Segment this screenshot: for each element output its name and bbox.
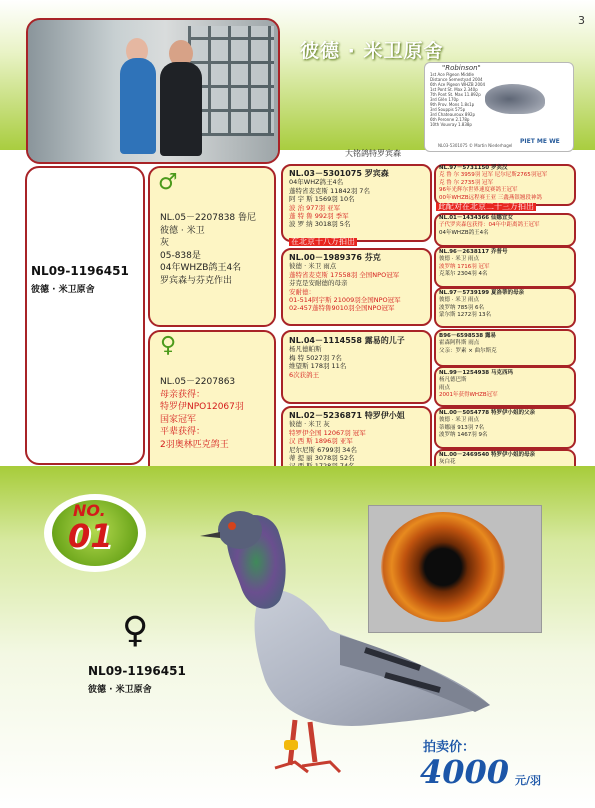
person-figure xyxy=(160,62,202,156)
dam-line: 母亲获得： xyxy=(160,389,206,400)
pedigree-line: 子代罗宾森包获得：04年中距离鸽王冠军 xyxy=(439,222,540,229)
pedigree-line: 彼德 · 米卫 灰 xyxy=(289,420,330,429)
pedigree-line: 蒂娜丽 913羽 7名 xyxy=(439,424,484,431)
pedigree-line: 彼德 · 米卫 雨点 xyxy=(439,417,479,424)
lot-label: NO. xyxy=(73,501,106,520)
pedigree-title: NL.01－1434366 仙娜宜女 xyxy=(439,215,514,221)
pedigree-title: NL.02－5236871 特罗伊小姐 xyxy=(289,411,405,420)
pedigree-line: 02-457蓬特鲁9010羽全国NPO冠军 xyxy=(289,304,395,313)
grandsire-paternal-details xyxy=(289,170,389,229)
pedigree-line: 父亲：罗素 × 曲尔斯克 xyxy=(439,347,497,354)
owner-photo xyxy=(26,18,280,164)
photo-caption: 大铭鸽特罗宾森 xyxy=(345,149,401,158)
pedigree-line: 安耐德： xyxy=(289,287,315,296)
male-icon: ♂ xyxy=(158,170,178,195)
eye-photo xyxy=(381,512,505,622)
pedigree-line: 克 鲁 尔 3959羽 冠军 尼尔尼斯2765羽冠军 xyxy=(439,172,548,179)
great-grandparent-details xyxy=(439,215,540,237)
robinson-card-info-line: 3rd Chateauroux 892p xyxy=(430,112,476,117)
price-unit: 元/羽 xyxy=(515,774,542,787)
pedigree-line: 96年光辉尔世界速度赛鸽王冠军 xyxy=(439,187,518,194)
pedigree-line: 芬克是安耐德的母亲 xyxy=(289,279,348,288)
leg-ring xyxy=(284,740,298,750)
sire-line: NL.05－2207838 鲁尼 xyxy=(160,213,257,223)
pedigree-line: 维望斯 178羽 11名 xyxy=(289,362,347,371)
pedigree-line: 蓬 特 鲁 992羽 季军 xyxy=(289,212,349,221)
robinson-card-info-line: 6th Peronne 2.178p xyxy=(430,117,470,122)
pedigree-line: 阿 宇 斯 1569羽 10名 xyxy=(289,195,355,204)
bottom-owner: 彼德 · 米卫原舍 xyxy=(88,685,152,695)
dam-line: 平辈获得： xyxy=(160,427,206,437)
pedigree-title: NL.00－2469540 特罗伊小姐的母亲 xyxy=(439,452,536,458)
pedigree-line: 彼德 · 米卫 雨点 xyxy=(439,256,479,263)
robinson-card-info-line: 3rd Souppis 575p xyxy=(430,107,466,112)
robinson-card-info-line: 9th Prov. Mons 1.8s1p xyxy=(430,102,475,107)
pedigree-title: NL.99－1254938 马克西玛 xyxy=(439,370,514,376)
pedigree-line: 6次获鸽王 xyxy=(289,370,320,379)
person-figure xyxy=(120,58,156,154)
sire-details xyxy=(160,212,256,287)
pedigree-line: 霍森阿科斯 雨点 xyxy=(439,340,480,347)
female-icon: ♀ xyxy=(122,610,149,651)
pedigree-title: NL.97－5731150 罗宾汉 xyxy=(439,165,508,171)
pedigree-title: B96－6598538 露易 xyxy=(439,333,497,339)
pedigree-line: 雨点 xyxy=(439,384,451,391)
grandsire-maternal-details xyxy=(289,337,405,379)
pedigree-line: 01-514阿宇斯 21009羽全国NPO冠军 xyxy=(289,296,401,305)
sire-line: 灰 xyxy=(160,238,170,248)
pedigree-line: 蒂 提 丽 3078羽 52名 xyxy=(289,454,355,463)
pedigree-line: 彼德 · 米卫 雨点 xyxy=(439,297,479,304)
bottom-ring-number: NL09-1196451 xyxy=(88,664,186,678)
pedigree-title: NL.00－1989376 芬克 xyxy=(289,253,381,262)
robinson-card-info-line: 7th Pont St. Max 11.892p xyxy=(430,92,481,97)
pedigree-line: 杨凡德巴斯 xyxy=(439,377,467,384)
sire-line: 彼德 · 米卫 xyxy=(160,225,205,236)
subject-ring-number: NL09-1196451 xyxy=(31,264,129,278)
sire-line: 罗宾森与芬克作出 xyxy=(160,275,233,286)
price-label: 拍卖价： xyxy=(423,740,476,755)
pedigree-line: 克莱尔 2304羽 4名 xyxy=(439,271,488,278)
pigeon-eye xyxy=(228,522,236,530)
pigeon-feet xyxy=(275,762,340,772)
robinson-card-info-line: 3rd Glèn 170p xyxy=(430,97,459,102)
great-grandparent-details xyxy=(439,370,513,400)
lot-number: 01 xyxy=(68,517,113,555)
subject-owner: 彼德 · 米卫原舍 xyxy=(31,285,95,295)
robinson-card-info-line: 6th Ace Pigeon WHZB 2004 xyxy=(430,82,486,87)
auction-banner: 在北京十八万拍出 xyxy=(291,237,355,246)
robinson-card-logo: PIET ME WE xyxy=(520,138,560,145)
pedigree-line: 克 鲁 尔 2735羽 冠军 xyxy=(439,179,493,186)
pedigree-line: 04年WHZ鸽王4名 xyxy=(289,178,344,187)
pedigree-line: 00年WHZB远程赛王亚 三鑫燕银翘段神鸽 xyxy=(439,194,542,201)
dam-details xyxy=(160,376,244,451)
pedigree-title: NL.96－2638117 乔普号 xyxy=(439,249,508,255)
dam-line: 特罗伊NPO12067羽 xyxy=(160,402,244,412)
pedigree-title: NL.04－1114558 露易的儿子 xyxy=(289,336,405,345)
sire-line: 04年WHZB鸽王4名 xyxy=(160,263,242,273)
pedigree-title: NL.97－5739199 夏洛蒂的母亲 xyxy=(439,290,525,296)
auction-banner: 此配对在北京二十三万拍出 xyxy=(438,202,534,211)
loft-title: 彼德 · 米卫原舍 xyxy=(300,40,444,62)
female-icon: ♀ xyxy=(160,333,177,358)
sire-line: 05-838是 xyxy=(160,250,201,261)
robinson-card-name: "Robinson" xyxy=(442,64,481,72)
pedigree-line: 汉 西 斯 1896羽 亚军 xyxy=(289,437,353,446)
pigeon-beak xyxy=(200,532,220,538)
dam-id: NL.05－2207863 xyxy=(160,377,236,387)
pedigree-line: 波 治 977羽 亚军 xyxy=(289,203,341,212)
price-value: 4000 xyxy=(420,753,510,791)
great-grandparent-details xyxy=(439,410,535,440)
great-grandparent-details xyxy=(439,290,524,320)
pigeon-head xyxy=(218,511,262,549)
great-grandparent-details xyxy=(439,165,547,202)
page-number: 3 xyxy=(578,14,585,27)
pedigree-line: 波罗纳 1716羽 冠军 xyxy=(439,263,490,270)
robinson-card-info-line: 1st Ace Pigeon Middle Distance Semestyad 2004 xyxy=(430,72,483,82)
subject-box xyxy=(25,166,145,465)
pedigree-title: NL.00－5054778 特罗伊小姐的父亲 xyxy=(439,410,536,416)
pedigree-line: 04年WHZB鸽王4名 xyxy=(439,229,489,236)
pedigree-line: 梅 特 5027羽 7名 xyxy=(289,353,342,362)
dam-line: 国家冠军 xyxy=(160,414,197,425)
robinson-card-info xyxy=(430,72,490,127)
pedigree-line: 波罗纳 785羽 6名 xyxy=(439,304,484,311)
pedigree-line: 彼德 · 米卫 雨点 xyxy=(289,262,337,271)
pedigree-line: 蒙尔斯 1272羽 13名 xyxy=(439,312,491,319)
pedigree-line: 波 罗 纳 3018羽 5名 xyxy=(289,220,351,229)
great-grandparent-details xyxy=(439,249,508,279)
pedigree-line: 特罗伊全国 12067羽 冠军 xyxy=(289,428,366,437)
pedigree-line: 2001年获得WHZB冠军 xyxy=(439,392,498,399)
pedigree-line: 波罗纳 1467羽 9名 xyxy=(439,432,488,439)
great-grandparent-details xyxy=(439,333,497,355)
robinson-card-info-line: 1st Pont St. Max 2.340p xyxy=(430,87,478,92)
robinson-card-info-line: 10th Vouvray 1.838p xyxy=(430,122,472,127)
pedigree-line: 蓬特省麦克斯 11842羽 7名 xyxy=(289,186,370,195)
robinson-card-footer: NL03-5301075 © Martin Niederhagel xyxy=(438,143,513,148)
pedigree-line: 灰白花 xyxy=(439,459,456,466)
pedigree-title: NL.03－5301075 罗宾森 xyxy=(289,169,389,178)
dam-line: 2羽奥林匹克鸽王 xyxy=(160,439,229,450)
pedigree-line: 杨凡德帕斯 xyxy=(289,345,322,354)
granddam-paternal-details xyxy=(289,254,401,313)
robinson-pigeon-image xyxy=(485,84,545,114)
pedigree-line: 蓬特省麦克斯 17558羽 全国NPO冠军 xyxy=(289,270,400,279)
pedigree-line: 尼尔尼斯 6799羽 34名 xyxy=(289,445,357,454)
